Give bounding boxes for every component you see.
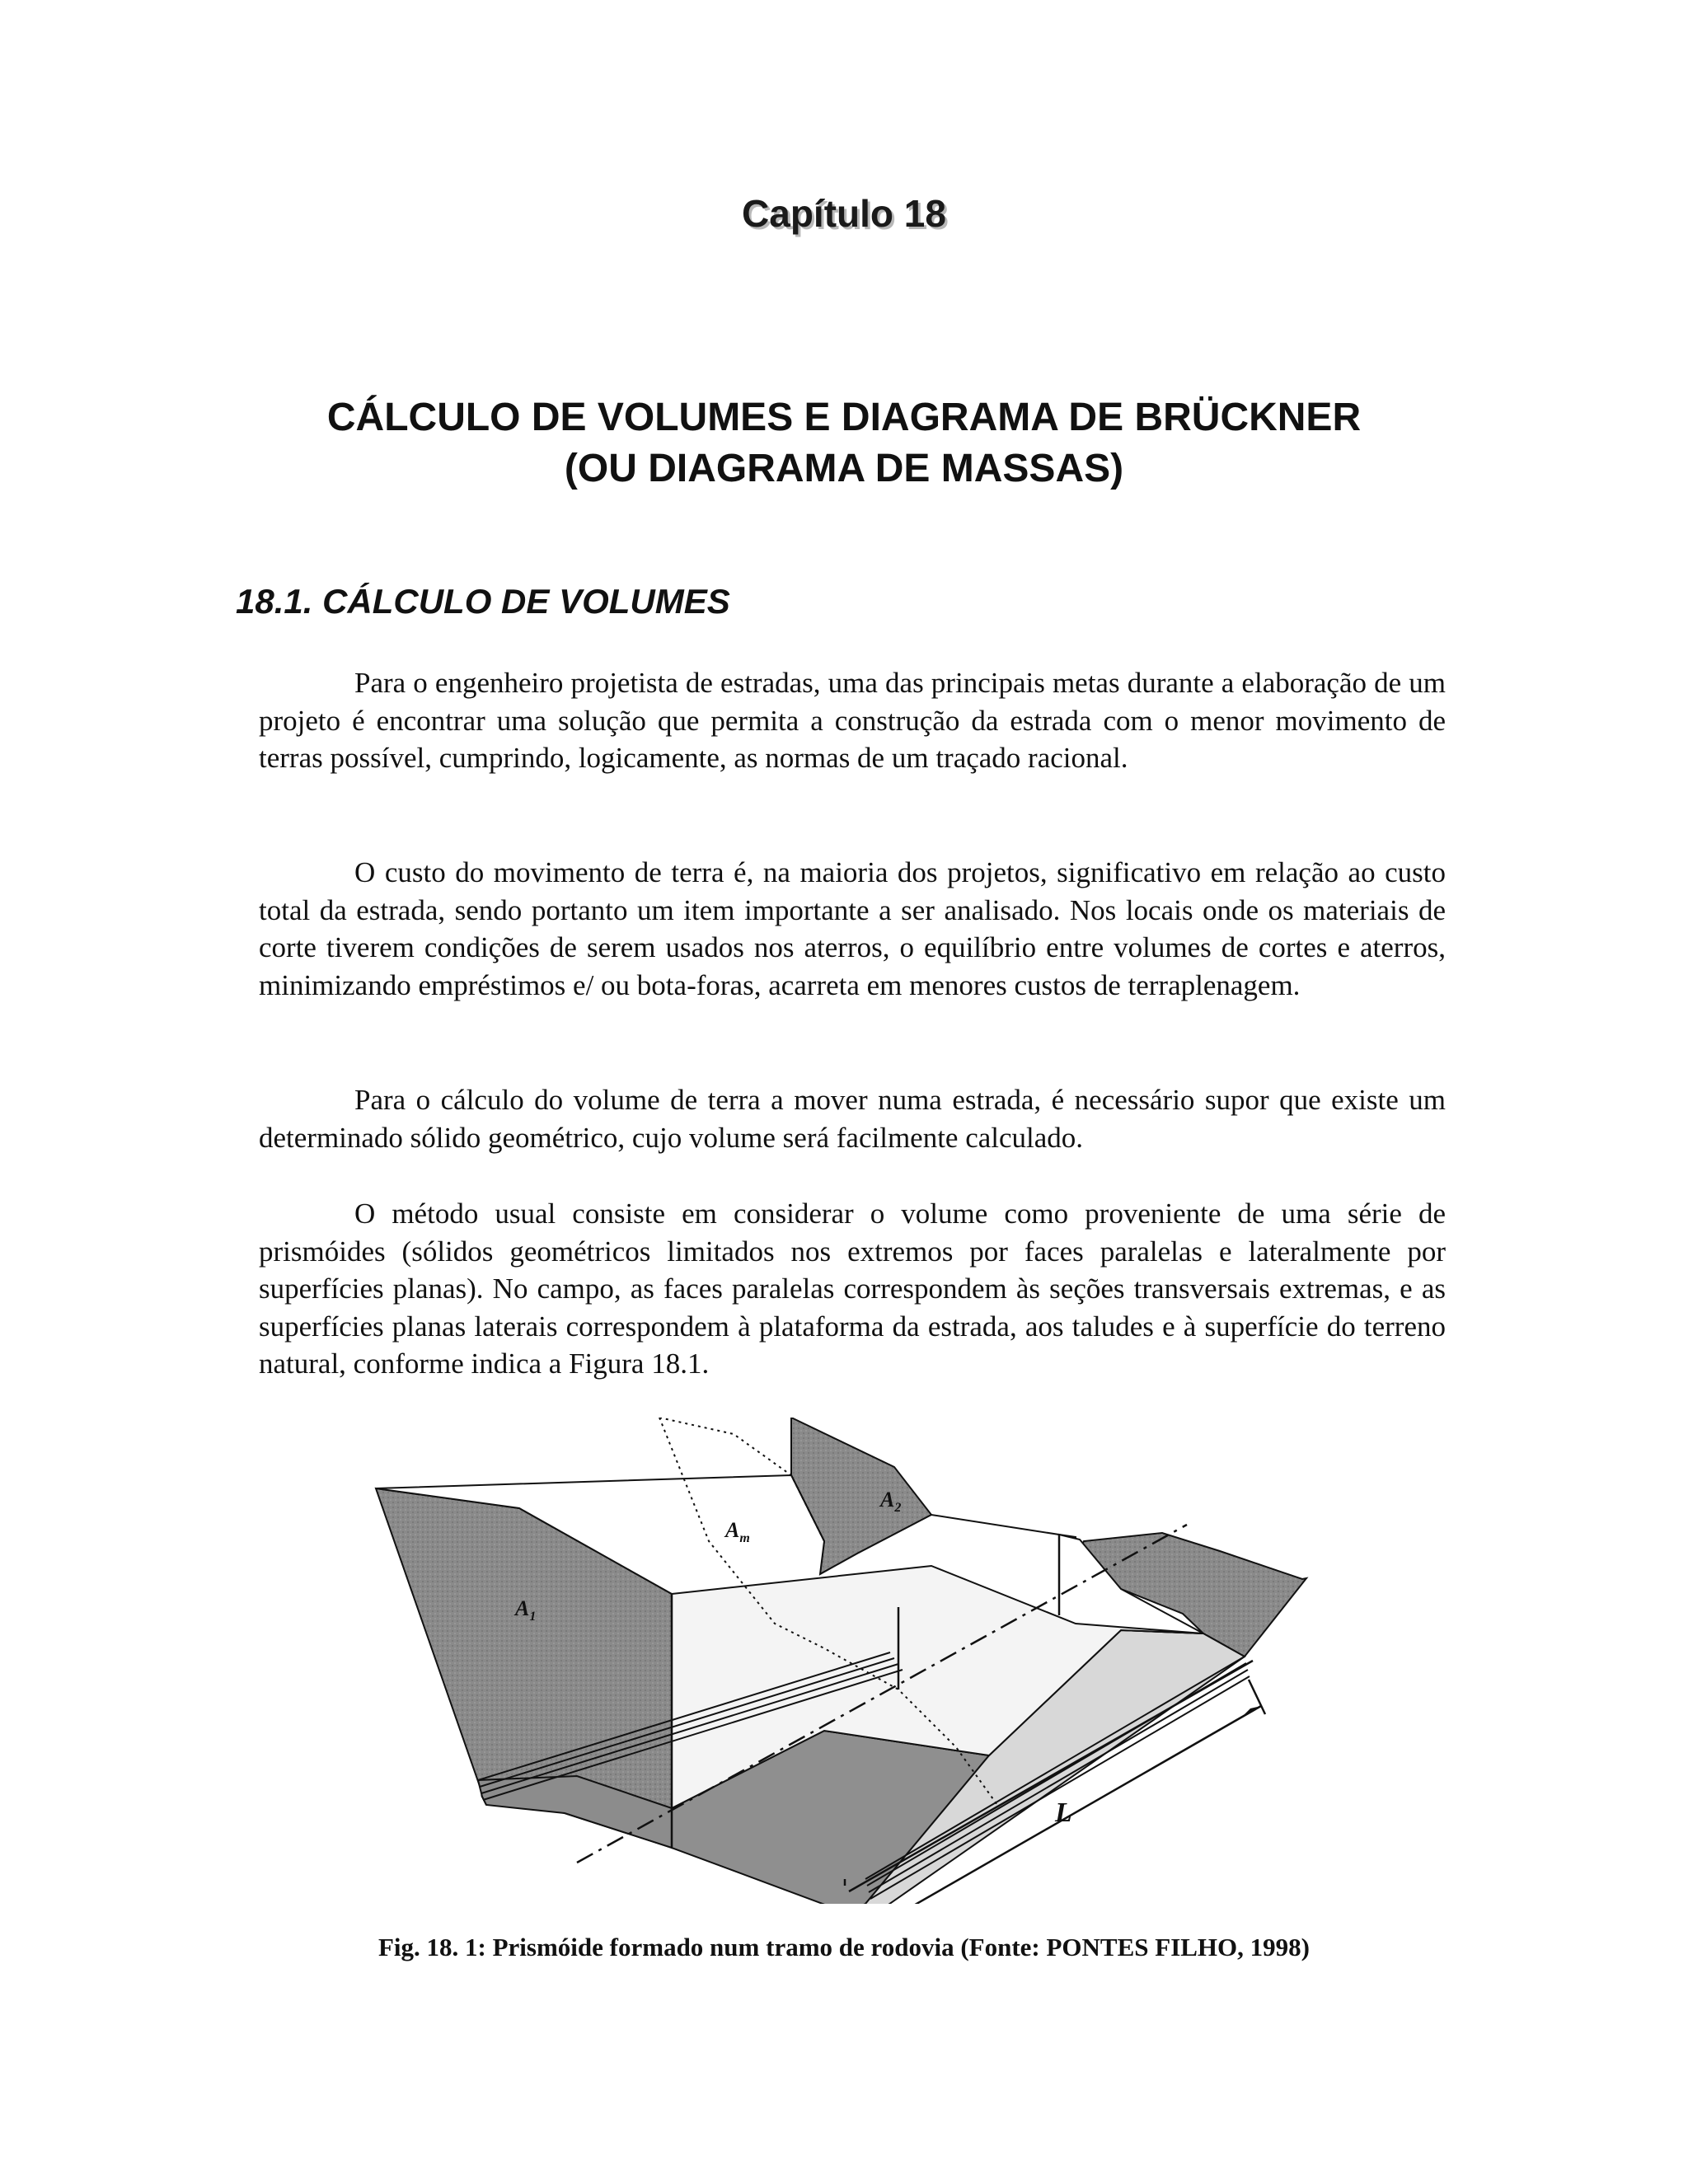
chapter-title-line-2: (OU DIAGRAMA DE MASSAS): [564, 447, 1124, 490]
figure-caption: Fig. 18. 1: Prismóide formado num tramo de rodovia (Fonte: PONTES FILHO, 1998): [377, 1933, 1310, 1961]
paragraph-1: Para o engenheiro projetista de estradas, uma das principais metas durante a elaboração de um projeto é encontrar uma solução que permita a construção da estrada com o menor movimento de terras possível, cumprindo, logicamente, as normas de um traçado racional.: [259, 667, 1446, 774]
section-heading: 18.1. CÁLCULO DE VOLUMES: [236, 582, 730, 621]
prismoid-figure: [363, 1418, 1335, 1904]
chapter-title-line-1: CÁLCULO DE VOLUMES E DIAGRAMA DE BRÜCKNER: [326, 396, 1362, 439]
paragraph-4: O método usual consiste em considerar o volume como proveniente de uma série de prismóides (sólidos geométricos limitados nos extremos por faces paralelas e lateralmente por superfícies planas). No campo, as faces paralelas correspondem às seções transversais extremas, e as superfícies planas laterais correspondem à plataforma da estrada, aos taludes e à superfície do terreno natural, conforme indica a Figura 18.1.: [259, 1197, 1446, 1380]
prismoid-illustration: [363, 1418, 1335, 1904]
paragraph-2: O custo do movimento de terra é, na maioria dos projetos, significativo em relação ao custo total da estrada, sendo portanto um item importante a ser analisado. Nos locais onde os materiais de corte tiverem condições de serem usados nos aterros, o equilíbrio entre volumes de cortes e aterros, minimizando empréstimos e/ ou bota-foras, acarreta em menores custos de terraplenagem.: [259, 856, 1446, 1001]
paragraph-3: Para o cálculo do volume de terra a mover numa estrada, é necessário supor que existe um determinado sólido geométrico, cujo volume será facilmente calculado.: [259, 1084, 1446, 1154]
label-am: $A_m$: [725, 1518, 750, 1545]
chapter-title: [0, 392, 1688, 494]
label-a1: $A_1$: [515, 1596, 537, 1624]
label-length: L: [1055, 1797, 1072, 1828]
label-a2: $A_2$: [880, 1488, 902, 1515]
chapter-heading: Capítulo 18: [742, 192, 946, 235]
